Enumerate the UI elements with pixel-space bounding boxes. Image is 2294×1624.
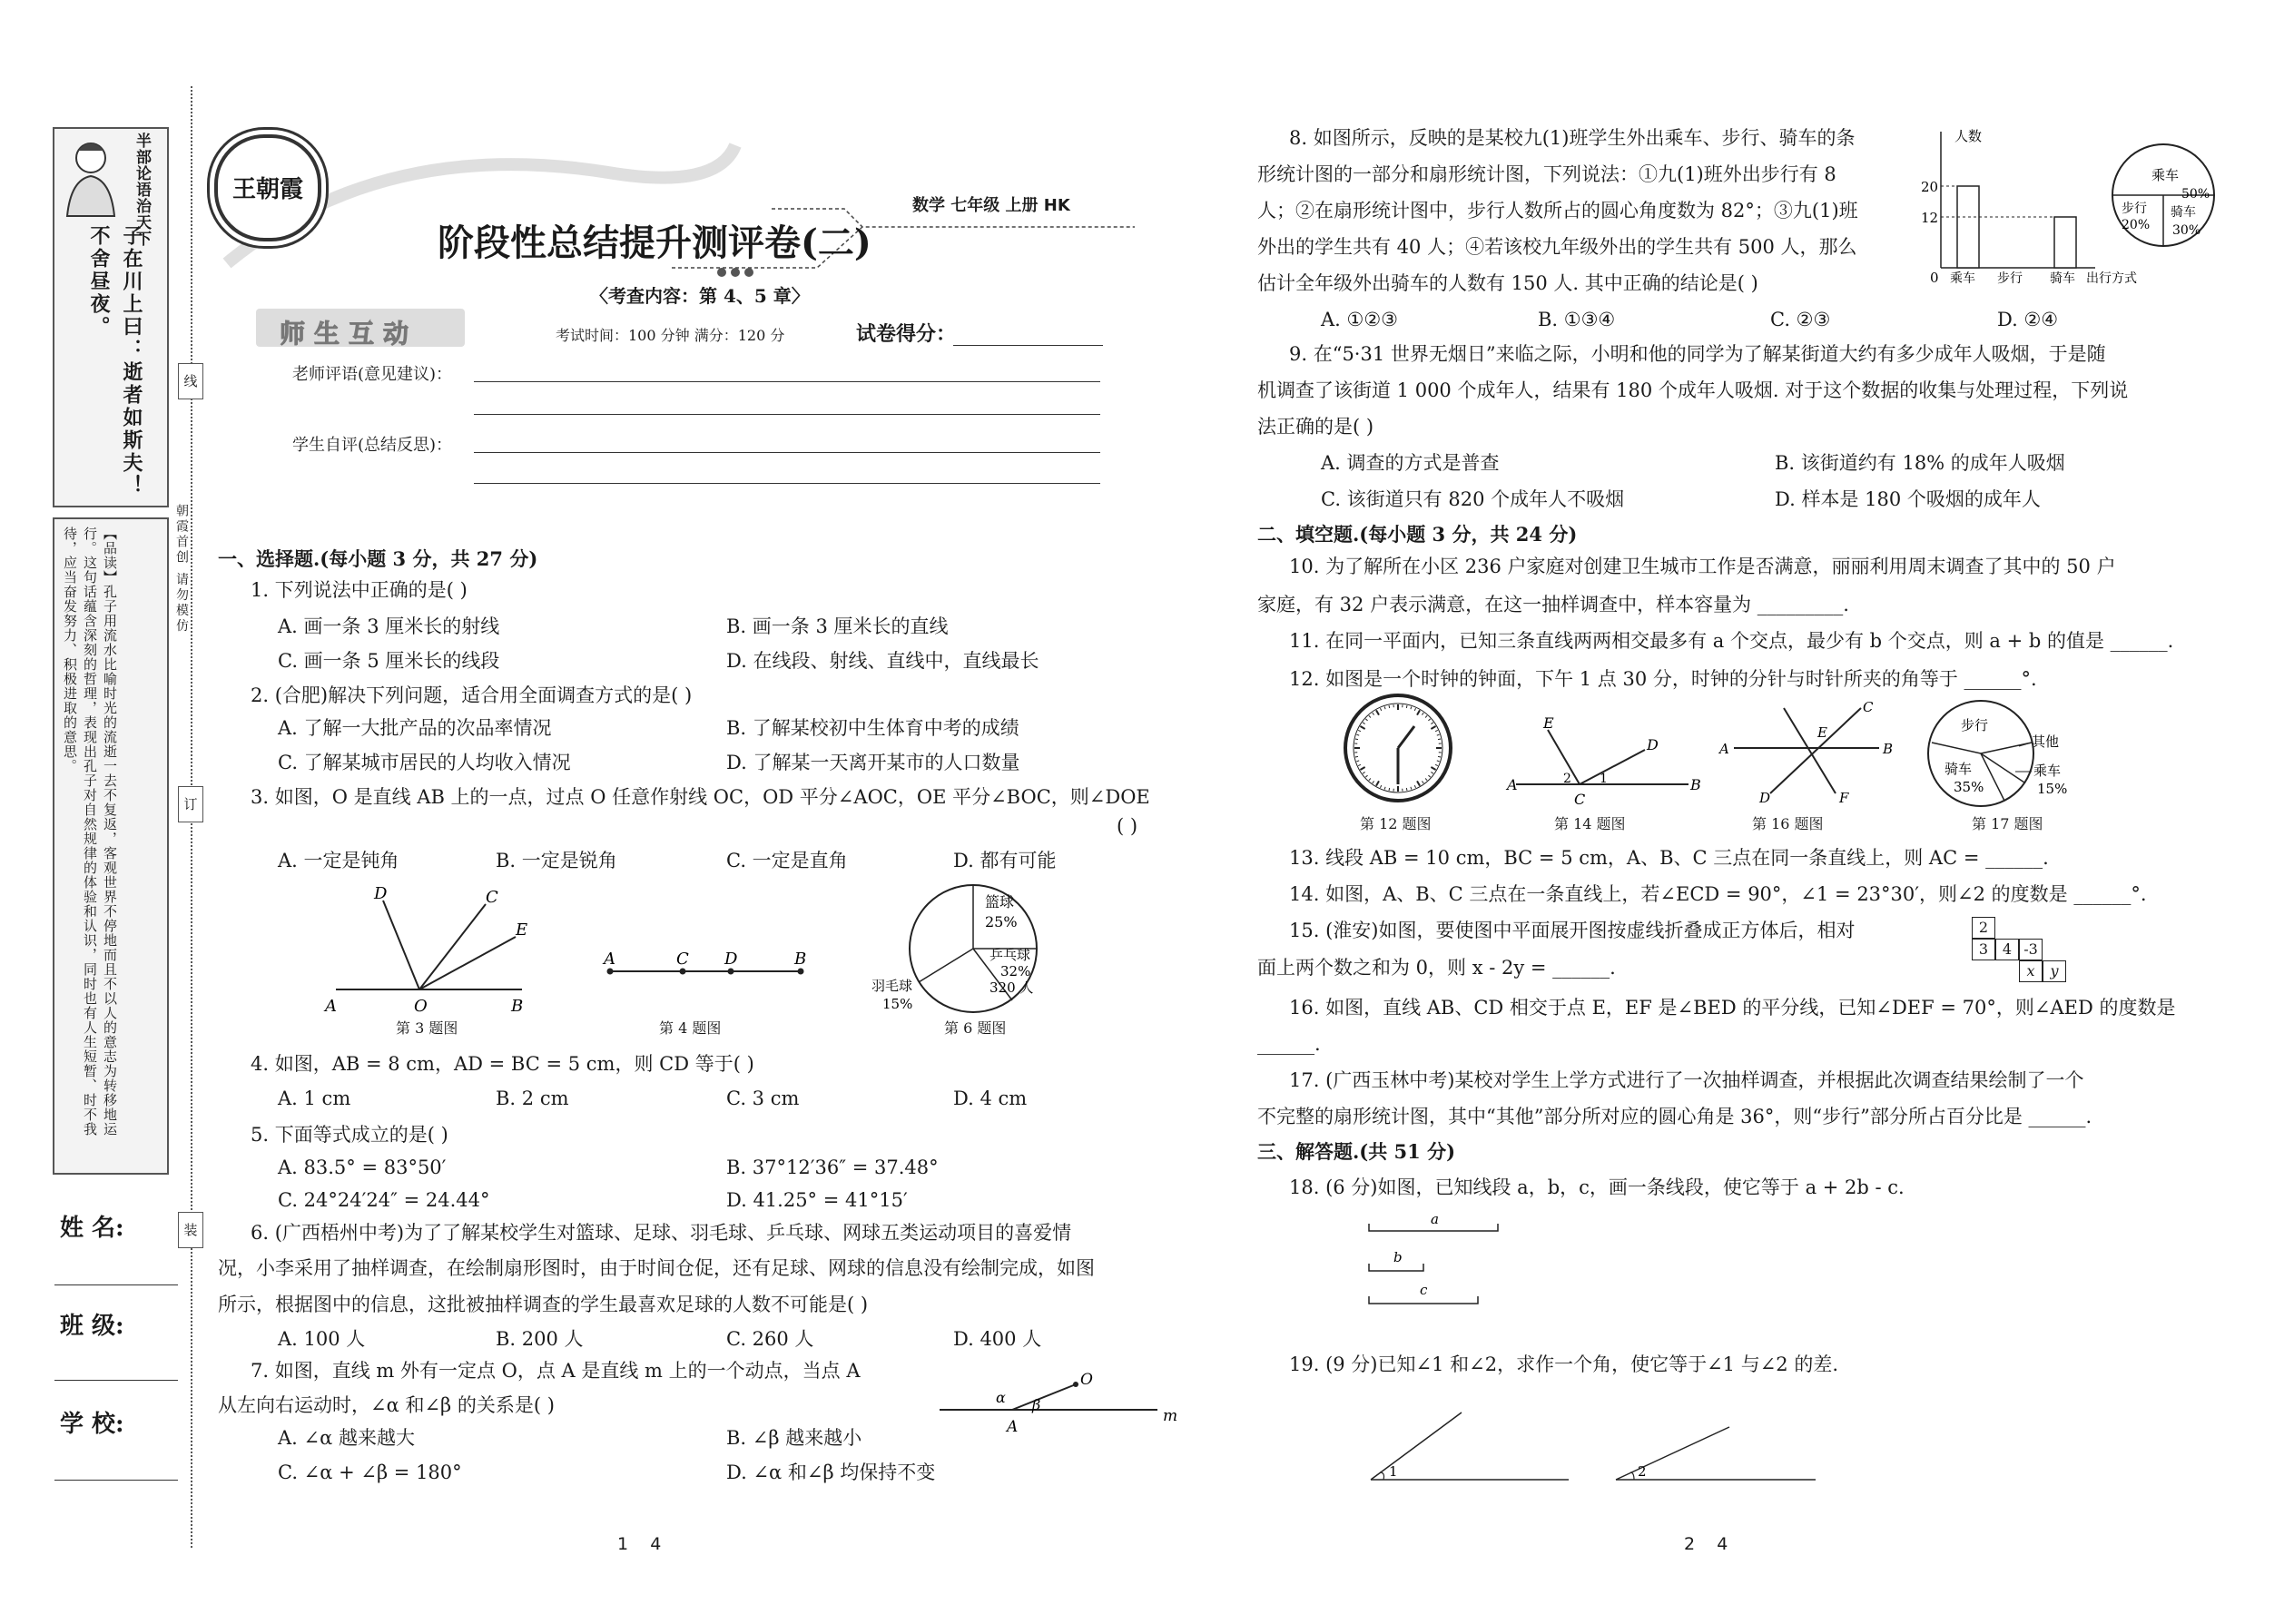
question-line: A. 83.5° = 83°50′ <box>278 1156 447 1178</box>
school-field[interactable] <box>54 1480 178 1481</box>
fold-text: 朝霞首创 请勿模仿 <box>174 504 189 635</box>
question-line: 8. 如图所示，反映的是某校九(1)班学生外出乘车、步行、骑车的条 <box>1289 127 1856 149</box>
option: A. 1 cm <box>278 1088 351 1109</box>
svg-text:2: 2 <box>1563 772 1571 786</box>
seg-a: a <box>1431 1211 1439 1227</box>
bar-cat-ride: 乘车 <box>1950 271 1975 286</box>
pie8-bike: 骑车 <box>2171 205 2196 220</box>
bar-tick-20: 20 <box>1921 179 1939 195</box>
sidebar <box>53 127 165 1171</box>
pie17-bike-pct: 35% <box>1954 779 1984 795</box>
fig7-label-alpha: α <box>996 1389 1006 1406</box>
student-comment-line-1[interactable] <box>474 452 1100 453</box>
question-line: 11. 在同一平面内，已知三条直线两两相交最多有 a 个交点，最少有 b 个交点，则 a + b 的值是 ______. <box>1289 630 2174 652</box>
angle-2-label: 2 <box>1638 1463 1647 1480</box>
question-line: 7. 如图，直线 m 外有一定点 O，点 A 是直线 m 上的一个动点，当点 A <box>251 1360 861 1382</box>
question-line: 17. (广西玉林中考)某校对学生上学方式进行了一次抽样调查，并根据此次调查结果绘制了一个 <box>1289 1069 2084 1091</box>
svg-text:D: D <box>1759 790 1771 806</box>
pie17-ride: 乘车 <box>2033 763 2062 779</box>
figure-q3-caption: 第 3 题图 <box>396 1019 458 1037</box>
figure-q14-caption: 第 14 题图 <box>1554 815 1626 832</box>
question-line: ______. <box>1257 1033 1321 1055</box>
interaction-badge <box>256 309 465 347</box>
svg-text:C: C <box>1574 791 1586 808</box>
option: C. 一定是直角 <box>726 850 848 871</box>
sidebar-quote-tail: 不舍昼夜。 <box>87 225 111 339</box>
question-line: 家庭，有 32 户表示满意，在这一抽样调查中，样本容量为 _________. <box>1257 594 1849 615</box>
question-line: 从左向右运动时，∠α 和∠β 的关系是( ) <box>218 1394 555 1416</box>
question-line: 3. 如图，O 是直线 AB 上的一点，过点 O 任意作射线 OC，OD 平分∠AOC，OE 平分∠BOC，则∠DOE <box>251 786 1150 808</box>
question-line: 10. 为了解所在小区 236 户家庭对创建卫生城市工作是否满意，丽丽利用周末调查了其中的 50 户 <box>1289 556 2116 577</box>
question-19: 19. (9 分)已知∠1 和∠2，求作一个角，使它等于∠1 与∠2 的差. <box>1289 1353 1839 1375</box>
option: B. 37°12′36″ = 37.48° <box>726 1156 939 1178</box>
pie8-bike-pct: 30% <box>2172 223 2201 238</box>
page-title: 阶段性总结提升测评卷(二) <box>438 221 871 264</box>
figure-q8-bar <box>1914 123 2137 286</box>
option: D. 41.25° = 41°15′ <box>726 1189 908 1211</box>
logo-seal-icon <box>214 134 321 241</box>
question-line: A. 了解一大批产品的次品率情况 <box>278 717 552 739</box>
figure-q16-caption: 第 16 题图 <box>1752 815 1824 832</box>
pie8-ride-pct: 50% <box>2181 187 2210 202</box>
bar-tick-12: 12 <box>1921 210 1939 226</box>
bar-tick-0: 0 <box>1930 270 1939 286</box>
svg-text:A: A <box>1507 776 1518 793</box>
option: B. 该街道约有 18% 的成年人吸烟 <box>1775 452 2065 474</box>
question-line: 2. (合肥)解决下列问题，适合用全面调查方式的是( ) <box>251 684 693 706</box>
option: D. 样本是 180 个吸烟的成年人 <box>1775 488 2041 510</box>
pie8-walk: 步行 <box>2122 202 2147 216</box>
pie17-other: 其他 <box>2032 733 2060 750</box>
question-line: C. 画一条 5 厘米长的线段 <box>278 650 500 672</box>
fig7-label-o: O <box>1080 1371 1093 1389</box>
sidebar-portrait-icon <box>58 133 123 220</box>
svg-text:E: E <box>1543 714 1554 732</box>
bar-cat-bike: 骑车 <box>2050 271 2075 286</box>
option: D. 了解某一天离开某市的人口数量 <box>726 752 1020 773</box>
option: B. 一定是锐角 <box>496 850 617 871</box>
bind-mark-3: 装 <box>178 1212 203 1248</box>
question-line: C. 该街道只有 820 个成年人不吸烟 <box>1321 488 1625 510</box>
bind-mark-2: 订 <box>178 786 203 822</box>
seg-b: b <box>1393 1249 1403 1265</box>
page-number-left: 1 4 <box>617 1534 662 1554</box>
question-line: 14. 如图，A、B、C 三点在一条直线上，若∠ECD = 90°，∠1 = 23°30′，则∠2 的度数是 ______°. <box>1289 883 2147 905</box>
svg-text:1: 1 <box>1600 772 1608 786</box>
question-line: 9. 在“5·31 世界无烟日”来临之际，小明和他的同学为了解某街道大约有多少成年人吸烟，于是随 <box>1289 343 2106 365</box>
question-line: 所示，根据图中的信息，这批被抽样调查的学生最喜欢足球的人数不可能是( ) <box>218 1294 869 1315</box>
option: B. 了解某校初中生体育中考的成绩 <box>726 717 1019 739</box>
sidebar-banner: 半部论语治天下 <box>133 133 151 247</box>
svg-text:F: F <box>1839 790 1849 806</box>
bar-cat-walk: 步行 <box>1997 271 2023 286</box>
option: A. 100 人 <box>278 1328 366 1350</box>
question-line: A. 调查的方式是普查 <box>1321 452 1500 474</box>
question-line: 16. 如图，直线 AB、CD 相交于点 E，EF 是∠BED 的平分线，已知∠DEF = 70°，则∠AED 的度数是 <box>1289 997 2176 1019</box>
fig3-label-d: D <box>374 884 388 903</box>
option: D. 都有可能 <box>953 850 1057 871</box>
teacher-comment-line-1[interactable] <box>474 381 1100 382</box>
class-field[interactable] <box>54 1380 178 1381</box>
fig3-label-c: C <box>486 888 498 907</box>
page-number-right: 2 4 <box>1684 1534 1728 1554</box>
question-line: 6. (广西梧州中考)为了了解某校学生对篮球、足球、羽毛球、乒乓球、网球五类运动项目的喜爱情 <box>251 1222 1072 1244</box>
fig3-label-e: E <box>516 920 528 940</box>
cube-cell: 2 <box>1972 917 1995 939</box>
pie8-ride: 乘车 <box>2151 167 2180 183</box>
question-line: 1. 下列说法中正确的是( ) <box>251 579 468 601</box>
fig7-label-m: m <box>1163 1407 1178 1425</box>
question-line: A. ∠α 越来越大 <box>278 1427 415 1449</box>
question-line: 不完整的扇形统计图，其中“其他”部分所对应的圆心角是 36°，则“步行”部分所占百分比是 ______. <box>1257 1106 2092 1127</box>
question-line: 法正确的是( ) <box>1257 416 1374 438</box>
logo-text: 王朝霞 <box>231 176 303 203</box>
fig4-label-d: D <box>724 950 738 969</box>
svg-text:B: B <box>1883 741 1894 757</box>
figure-q3 <box>318 884 545 1017</box>
figure-q14 <box>1507 714 1707 808</box>
question-line: 18. (6 分)如图，已知线段 a，b，c，画一条线段，使它等于 a + 2b - c. <box>1289 1176 1905 1198</box>
fig3-label-b: B <box>511 997 524 1016</box>
option: D. 400 人 <box>953 1328 1042 1350</box>
question-line: 15. (淮安)如图，要使图中平面展开图按虚线折叠成正方体后，相对 <box>1289 920 1856 941</box>
section-heading: 三、解答题.(共 51 分) <box>1257 1140 1456 1163</box>
name-field[interactable] <box>54 1284 178 1285</box>
option: A. ①②③ <box>1321 309 1398 330</box>
figure-q12-clock <box>1342 692 1455 805</box>
option: B. ∠β 越来越小 <box>726 1427 862 1449</box>
question-line: 机调查了该街道 1 000 个成年人，结果有 180 个成年人吸烟. 对于这个数据的收集与处理过程，下列说 <box>1257 379 2129 401</box>
figure-q18-segments <box>1362 1207 1507 1307</box>
question-line: C. 24°24′24″ = 24.44° <box>278 1189 490 1211</box>
option: B. 2 cm <box>496 1088 569 1109</box>
figure-q17-pie <box>1925 697 2088 811</box>
student-comment-label: 学生自评(总结反思)： <box>292 436 453 455</box>
svg-text:B: B <box>1690 776 1701 793</box>
fig4-label-a: A <box>604 950 615 969</box>
fig4-label-c: C <box>676 950 689 969</box>
fig3-label-o: O <box>414 997 428 1016</box>
figure-q4-caption: 第 4 题图 <box>659 1019 722 1037</box>
cube-cell: y <box>2043 960 2066 982</box>
option: C. ②③ <box>1770 309 1831 330</box>
sidebar-quote-head: 子在川上曰：逝者如斯夫！ <box>120 225 143 497</box>
figure-q6-pie <box>871 876 1053 1021</box>
pie6-basket: 篮球 <box>985 893 1015 910</box>
option: C. 3 cm <box>726 1088 800 1109</box>
question-line: C. ∠α + ∠β = 180° <box>278 1462 462 1483</box>
question-line: 4. 如图，AB = 8 cm，AD = BC = 5 cm，则 CD 等于( ) <box>251 1053 754 1075</box>
teacher-comment-label: 老师评语(意见建议)： <box>292 365 453 384</box>
option: A. 一定是钝角 <box>278 850 399 871</box>
pie6-badminton-pct: 15% <box>882 996 913 1012</box>
question-line: 人；②在扇形统计图中，步行人数所占的圆心角度数为 82°；③九(1)班 <box>1257 200 1858 221</box>
figure-q16 <box>1716 699 1906 808</box>
interaction-label: 师生互动 <box>280 319 418 349</box>
option: D. ∠α 和∠β 均保持不变 <box>726 1462 936 1483</box>
figure-q17-caption: 第 17 题图 <box>1972 815 2043 832</box>
pie6-basket-pct: 25% <box>985 913 1018 930</box>
teacher-comment-line-2[interactable] <box>474 414 1100 415</box>
question-line: A. 画一条 3 厘米长的射线 <box>278 615 500 637</box>
option: B. 200 人 <box>496 1328 584 1350</box>
figure-q19-angles <box>1362 1407 1834 1489</box>
option: D. ②④ <box>1997 309 2059 330</box>
figure-q4 <box>599 950 808 1008</box>
fig3-label-a: A <box>325 997 337 1016</box>
question-line: 12. 如图是一个时钟的钟面，下午 1 点 30 分，时钟的分针与时针所夹的角等于 ______°. <box>1289 668 2037 690</box>
svg-text:A: A <box>1719 741 1729 757</box>
question-line: ( ) <box>1117 815 1138 837</box>
fig7-label-a: A <box>1007 1418 1019 1436</box>
pie6-pingpong-n: 320 人 <box>989 979 1034 996</box>
question-line: 形统计图的一部分和扇形统计图，下列说法：①九(1)班外出步行有 8 <box>1257 163 1836 185</box>
svg-text:D: D <box>1647 736 1659 753</box>
student-comment-line-2[interactable] <box>474 483 1100 484</box>
cube-cell: 3 <box>1972 939 1995 960</box>
bar-xlabel: 出行方式 <box>2086 271 2137 286</box>
figure-q7 <box>930 1366 1176 1439</box>
pie6-badminton: 羽毛球 <box>871 978 913 994</box>
school-label: 学 校: <box>60 1411 124 1438</box>
question-line: C. 了解某城市居民的人均收入情况 <box>278 752 571 773</box>
question-line: 况，小李采用了抽样调查，在绘制扇形图时，由于时间仓促，还有足球、网球的信息没有绘制完成，如图 <box>218 1257 1095 1279</box>
fig7-label-beta: β <box>1032 1396 1041 1413</box>
name-label: 姓 名: <box>60 1215 124 1242</box>
sidebar-reading: 【品读】孔子用流水比喻时光的流逝一去不复返，客观世界不停地而且不以人的意志为转移地运行。这句话蕴含深刻的哲理，表现出孔子对自然规律的体验和认识，同时也有人生短暂、时不我待，应当奋发努力、积极进取的意思。 <box>62 527 118 1137</box>
question-line: 5. 下面等式成立的是( ) <box>251 1124 448 1146</box>
pie17-walk: 步行 <box>1961 717 1989 733</box>
class-label: 班 级: <box>60 1313 124 1340</box>
figure-q12-caption: 第 12 题图 <box>1360 815 1432 832</box>
cube-cell: x <box>2019 960 2043 982</box>
svg-text:C: C <box>1863 699 1874 715</box>
pie8-walk-pct: 20% <box>2122 218 2151 232</box>
cube-cell: -3 <box>2019 939 2043 960</box>
exam-time: 考试时间：100 分钟 满分：120 分 <box>556 327 785 344</box>
section-heading: 一、选择题.(每小题 3 分，共 27 分) <box>218 547 538 570</box>
option: D. 4 cm <box>953 1088 1028 1109</box>
fig4-label-b: B <box>794 950 807 969</box>
score-label: 试卷得分： <box>856 323 957 346</box>
bind-mark-1: 线 <box>178 363 203 399</box>
option: B. ①③④ <box>1538 309 1616 330</box>
question-line: 外出的学生共有 40 人；④若该校九年级外出的学生共有 500 人，那么 <box>1257 236 1857 258</box>
question-line: 13. 线段 AB = 10 cm，BC = 5 cm，A、B、C 三点在同一条直线上，则 AC = ______. <box>1289 847 2049 869</box>
question-line: 面上两个数之和为 0，则 x - 2y = ______. <box>1257 957 1616 979</box>
pie6-pingpong: 乒乓球 <box>989 947 1031 963</box>
seg-c: c <box>1420 1282 1428 1298</box>
bar-ylabel: 人数 <box>1954 128 1983 144</box>
question-line: 估计全年级外出骑车的人数有 150 人. 其中正确的结论是( ) <box>1257 272 1758 294</box>
cube-cell: 4 <box>1995 939 2019 960</box>
option: D. 在线段、射线、直线中，直线最长 <box>726 650 1039 672</box>
figure-q15-cube-net <box>1972 917 2067 982</box>
pie17-bike: 骑车 <box>1944 761 1973 777</box>
figure-q8-pie <box>2111 136 2220 254</box>
pie6-pingpong-pct: 32% <box>1000 963 1031 979</box>
option: B. 画一条 3 厘米长的直线 <box>726 615 949 637</box>
figure-q6-caption: 第 6 题图 <box>944 1019 1007 1037</box>
angle-1-label: 1 <box>1389 1463 1398 1480</box>
svg-text:E: E <box>1817 724 1827 741</box>
pie17-ride-pct: 15% <box>2037 781 2068 797</box>
option: C. 260 人 <box>726 1328 814 1350</box>
book-meta: 数学 七年级 上册 HK <box>912 196 1070 215</box>
section-heading: 二、填空题.(每小题 3 分，共 24 分) <box>1257 523 1578 546</box>
score-field[interactable] <box>953 345 1103 346</box>
exam-scope: 〈考查内容：第 4、5 章〉 <box>590 285 810 307</box>
